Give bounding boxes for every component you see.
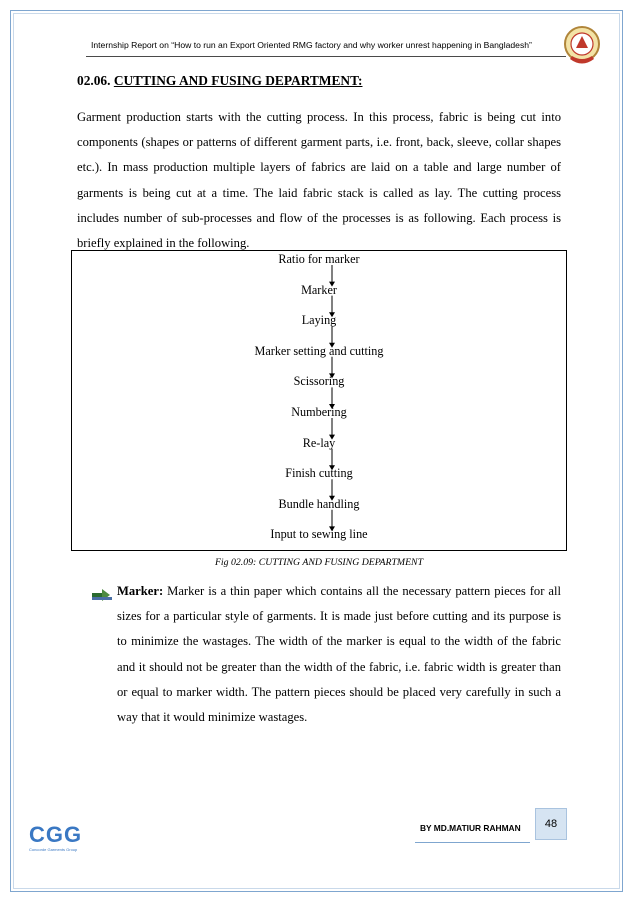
bullet-term: Marker: <box>117 584 164 598</box>
bullet-body: Marker is a thin paper which contains all the necessary pattern pieces for all sizes for a particular style of garments. It is made just before cutting and its purpose is to minimize the wastages. The width of the marker is equal to the width of the fabric and it should not be greater than the width of the fabric, i.e. fabric width is greater than or equal to marker width. The pattern pieces should be placed very carefully in such a way that it would minimize wastages. <box>117 584 561 725</box>
logo-text: CGG <box>29 822 83 847</box>
running-header: Internship Report on “How to run an Export Oriented RMG factory and why worker unrest happening in Bangladesh” <box>91 40 532 50</box>
author-credit: BY MD.MATIUR RAHMAN <box>420 823 521 833</box>
flow-step: Re-lay <box>302 435 336 450</box>
university-seal-icon <box>562 24 602 68</box>
flow-step: Finish cutting <box>285 466 353 481</box>
page-number: 48 <box>535 808 567 840</box>
intro-paragraph: Garment production starts with the cutting process. In this process, fabric is being cut into components (shapes or patterns of different garment parts, i.e. front, back, sleeve, collar shapes etc.). In mass production multiple layers of fabrics are laid on a table and large number of garments is being cut at a time. The laid fabric stack is called as lay. The cutting process includes number of sub-processes and flow of the processes is as following. Each process is briefly explained in the following. <box>77 110 561 251</box>
logo-subtext: Concorde Garments Group <box>29 847 78 852</box>
flow-step: Numbering <box>291 405 347 419</box>
flow-step: Bundle handling <box>278 496 360 511</box>
flow-step: Laying <box>301 313 337 328</box>
company-logo <box>28 820 84 854</box>
flow-step: Ratio for marker <box>278 252 360 266</box>
flow-step: Scissoring <box>293 374 345 389</box>
section-number: 02.06. <box>77 73 111 88</box>
cutting-process-flowchart <box>71 250 567 551</box>
section-heading <box>77 73 362 89</box>
footer-rule <box>415 842 530 843</box>
section-title: CUTTING AND FUSING DEPARTMENT: <box>113 73 363 88</box>
flow-step: Input to sewing line <box>270 527 368 542</box>
header-rule <box>86 56 566 57</box>
figure-caption: Fig 02.09: CUTTING AND FUSING DEPARTMENT <box>214 557 424 568</box>
flow-step: Marker <box>301 282 337 297</box>
marker-description <box>117 579 561 730</box>
bullet-arrow-icon <box>92 588 116 602</box>
flow-step: Marker setting and cutting <box>254 343 384 358</box>
